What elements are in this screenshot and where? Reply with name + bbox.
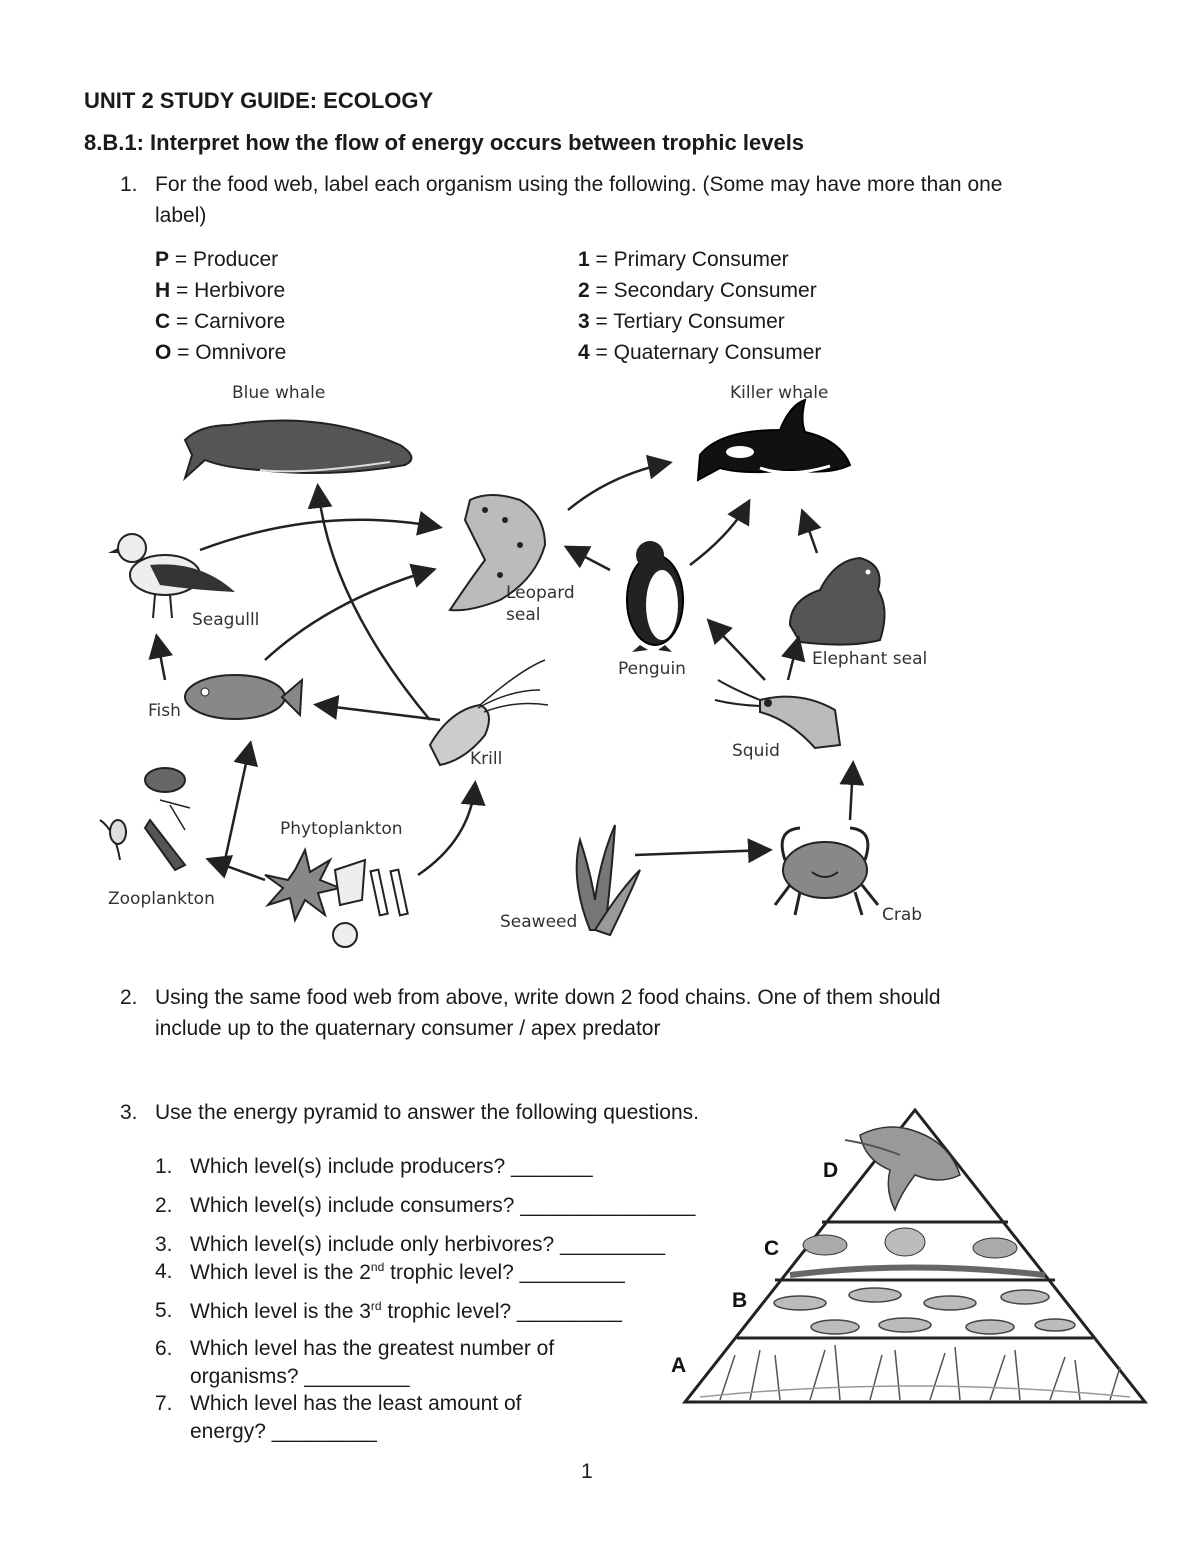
label-killer-whale: Killer whale: [730, 383, 829, 403]
label-seaweed: Seaweed: [500, 912, 578, 932]
zooplankton-illustration: [100, 768, 190, 870]
q1-text-line2: label): [155, 204, 207, 227]
key-quaternary: 4 = Quaternary Consumer: [578, 341, 822, 364]
subq1-text: Which level(s) include producers? _______: [190, 1155, 593, 1178]
q1-text-line1: For the food web, label each organism using the following. (Some may have more than one: [155, 173, 1003, 196]
label-elephant-seal: Elephant seal: [812, 649, 928, 669]
pyramid-level-a-label: A: [671, 1354, 687, 1377]
pyramid-level-d-label: D: [823, 1159, 839, 1182]
subq6-text-line2: organisms? _________: [190, 1365, 410, 1388]
pyramid-level-b-label: B: [732, 1289, 748, 1312]
q2-text-line1: Using the same food web from above, write down 2 food chains. One of them should: [155, 986, 941, 1009]
crab-illustration: [775, 828, 878, 915]
label-penguin: Penguin: [618, 659, 686, 679]
pyramid-level-c-label: C: [764, 1237, 780, 1260]
subq7-number: 7.: [155, 1392, 173, 1415]
blue-whale-illustration: [185, 421, 411, 479]
subq3-text: Which level(s) include only herbivores? _________: [190, 1233, 666, 1256]
label-blue-whale: Blue whale: [232, 383, 326, 403]
subq2-text: Which level(s) include consumers? _______________: [190, 1194, 696, 1217]
label-fish: Fish: [148, 701, 181, 721]
phytoplankton-illustration: [265, 850, 408, 947]
subq7-text-line2: energy? _________: [190, 1420, 377, 1443]
subq7-text-line1: Which level has the least amount of: [190, 1392, 522, 1415]
q2-text-line2: include up to the quaternary consumer / apex predator: [155, 1017, 661, 1040]
key-secondary: 2 = Secondary Consumer: [578, 279, 817, 302]
fish-illustration: [185, 675, 302, 719]
label-crab: Crab: [882, 905, 923, 925]
label-leopard-seal-line1: Leopard: [506, 583, 575, 603]
label-krill: Krill: [470, 749, 503, 769]
energy-pyramid: [660, 1105, 1160, 1410]
key-herbivore: H = Herbivore: [155, 279, 286, 302]
q3-text: Use the energy pyramid to answer the following questions.: [155, 1101, 699, 1124]
key-producer: P = Producer: [155, 248, 279, 271]
seaweed-illustration: [577, 825, 640, 935]
key-primary: 1 = Primary Consumer: [578, 248, 789, 271]
standard-heading: 8.B.1: Interpret how the flow of energy occurs between trophic levels: [84, 130, 805, 155]
label-leopard-seal-line2: seal: [506, 605, 541, 625]
killer-whale-illustration: [698, 400, 850, 480]
label-seagull: Seagulll: [192, 610, 260, 630]
q3-number: 3.: [120, 1101, 138, 1124]
key-tertiary: 3 = Tertiary Consumer: [578, 310, 785, 333]
subq2-number: 2.: [155, 1194, 173, 1217]
food-web-diagram: [0, 370, 1200, 970]
q2-number: 2.: [120, 986, 138, 1009]
label-phytoplankton: Phytoplankton: [280, 819, 403, 839]
key-omnivore: O = Omnivore: [155, 341, 287, 364]
page-title: UNIT 2 STUDY GUIDE: ECOLOGY: [84, 88, 434, 113]
subq4-text: Which level is the 2nd trophic level? _________: [190, 1260, 625, 1284]
squid-illustration: [715, 680, 840, 748]
subq5-text: Which level is the 3rd trophic level? _________: [190, 1299, 623, 1323]
key-carnivore: C = Carnivore: [155, 310, 286, 333]
q1-number: 1.: [120, 173, 138, 196]
subq6-text-line1: Which level has the greatest number of: [190, 1337, 555, 1360]
subq5-number: 5.: [155, 1299, 173, 1322]
page-number: 1: [581, 1460, 593, 1483]
elephant-seal-illustration: [790, 558, 885, 645]
subq1-number: 1.: [155, 1155, 173, 1178]
subq4-number: 4.: [155, 1260, 173, 1283]
label-zooplankton: Zooplankton: [108, 889, 215, 909]
subq3-number: 3.: [155, 1233, 173, 1256]
subq6-number: 6.: [155, 1337, 173, 1360]
seagull-illustration: [108, 534, 235, 618]
label-squid: Squid: [732, 741, 780, 761]
penguin-illustration: [627, 541, 683, 652]
